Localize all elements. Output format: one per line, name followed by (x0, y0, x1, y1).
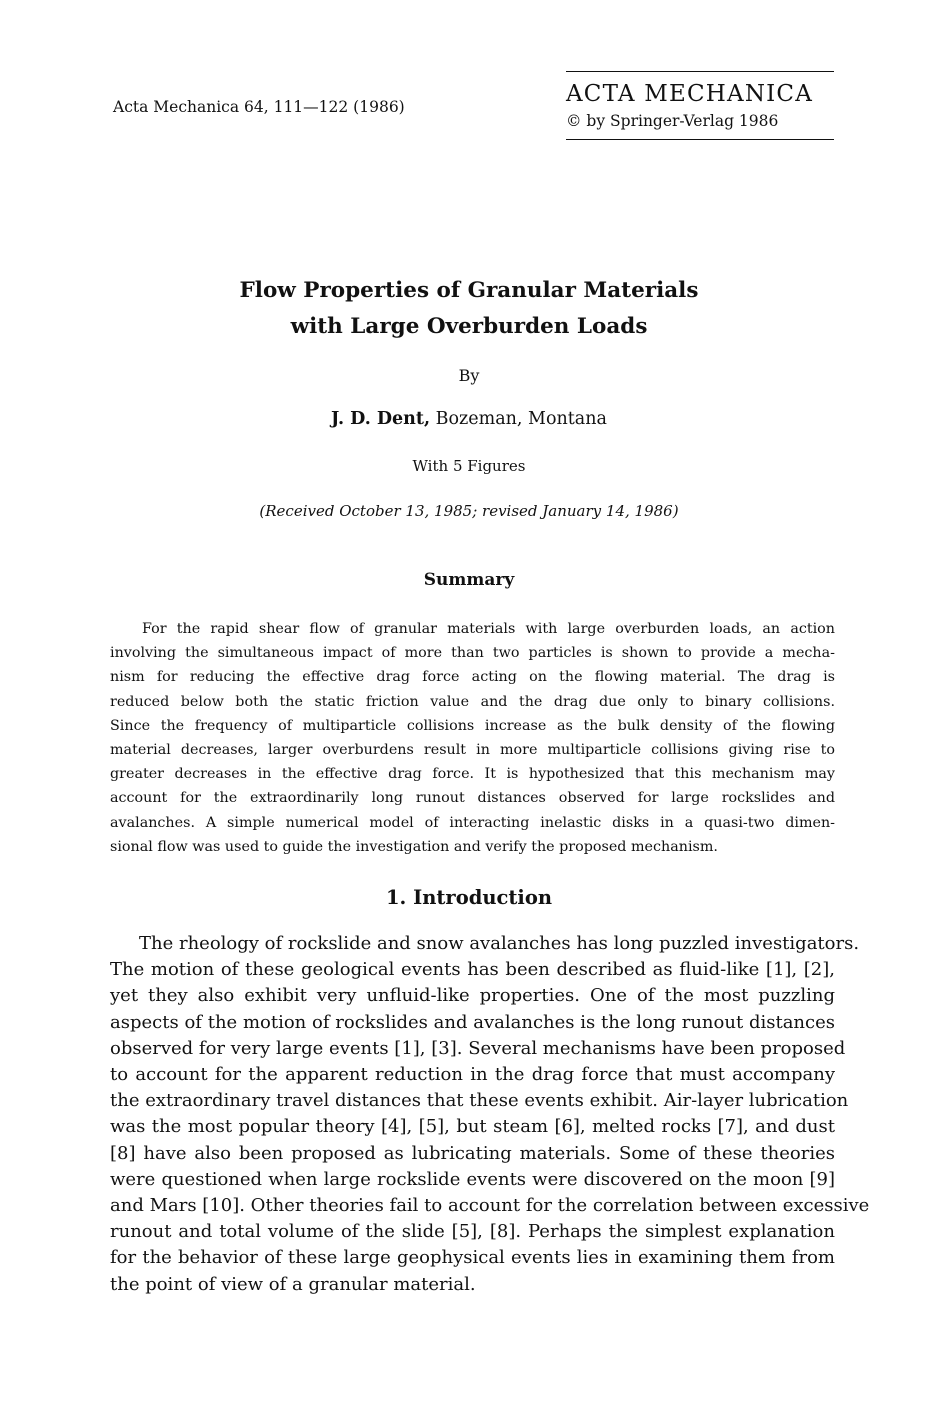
summary-paragraph (110, 617, 835, 859)
body-line: The rheology of rockslide and snow avalanches has long puzzled investigators. (139, 933, 860, 954)
journal-citation: Acta Mechanica 64, 111—122 (1986) (113, 98, 405, 116)
summary-heading: Summary (423, 570, 515, 590)
body-line: was the most popular theory [4], [5], but steam [6], melted rocks [7], and dust (110, 1116, 835, 1138)
body-line: and Mars [10]. Other theories fail to account for the correlation between excessive (110, 1195, 870, 1217)
introduction-heading: 1. Introduction (385, 886, 553, 909)
summary-line: greater decreases in the effective drag force. It is hypothesized that this mechanism may (110, 766, 835, 783)
body-line: the point of view of a granular material. (110, 1273, 476, 1295)
body-line: runout and total volume of the slide [5], [8]. Perhaps the simplest explanation (110, 1221, 835, 1243)
summary-line: For the rapid shear flow of granular materials with large overburden loads, an action (142, 621, 835, 637)
body-line: to account for the apparent reduction in the drag force that must accompany (110, 1064, 835, 1086)
author-location: Bozeman, Montana (430, 409, 607, 429)
summary-line: nism for reducing the effective drag force acting on the flowing material. The drag is (110, 669, 835, 686)
summary-line: material decreases, larger overburdens result in more multiparticle collisions giving rise to (110, 742, 835, 759)
body-line: [8] have also been proposed as lubricating materials. Some of these theories (110, 1142, 835, 1164)
by-label: By (458, 366, 480, 385)
publisher-copyright: © by Springer-Verlag 1986 (566, 112, 779, 130)
summary-line: Since the frequency of multiparticle collisions increase as the bulk density of the flowing (110, 717, 835, 734)
masthead-bottom-rule (566, 139, 834, 140)
summary-line: involving the simultaneous impact of more than two particles is shown to provide a mecha- (110, 645, 835, 662)
paper-title-line-2: with Large Overburden Loads (290, 314, 648, 339)
body-line: The motion of these geological events has been described as fluid-like [1], [2], (110, 959, 835, 981)
body-line: the extraordinary travel distances that these events exhibit. Air-layer lubrication (110, 1090, 849, 1112)
summary-line: sional flow was used to guide the investigation and verify the proposed mechanism. (110, 838, 718, 855)
introduction-paragraph (110, 931, 870, 1298)
body-line: aspects of the motion of rockslides and avalanches is the long runout distances (110, 1011, 835, 1033)
summary-line: avalanches. A simple numerical model of interacting inelastic disks in a quasi-two dimen- (110, 814, 835, 831)
body-line: observed for very large events [1], [3]. Several mechanisms have been proposed (110, 1037, 846, 1059)
journal-name: ACTA MECHANICA (566, 81, 814, 107)
summary-line: account for the extraordinarily long runout distances observed for large rockslides and (110, 790, 835, 807)
summary-line: reduced below both the static friction value and the drag due only to binary collisions. (110, 693, 835, 710)
paper-title-line-1: Flow Properties of Granular Materials (239, 278, 699, 303)
figure-count: With 5 Figures (412, 457, 526, 475)
body-line: for the behavior of these large geophysical events lies in examining them from (110, 1247, 835, 1269)
received-dates: (Received October 13, 1985; revised January 14, 1986) (259, 502, 679, 520)
body-line: were questioned when large rockslide events were discovered on the moon [9] (110, 1168, 835, 1190)
body-line: yet they also exhibit very unfluid-like properties. One of the most puzzling (110, 985, 835, 1007)
masthead-top-rule (566, 71, 834, 72)
journal-masthead (566, 71, 834, 140)
author-line (0, 409, 938, 429)
author-name: J. D. Dent, (331, 409, 431, 429)
